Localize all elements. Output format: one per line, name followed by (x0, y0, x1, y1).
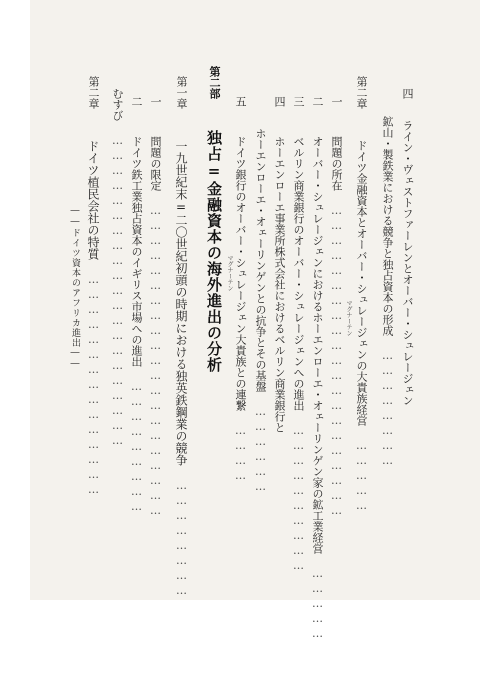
ruby-annotation: マグナーテン (226, 255, 233, 291)
section-title: ドイツ銀行のオーバー・シュレージェン大貴族との連繋 (234, 136, 247, 411)
dot-leader: …………… (311, 567, 324, 642)
dot-leader: …………………… (175, 479, 188, 599)
toc-part2-section-2 (127, 76, 145, 566)
section-number: 一 (149, 96, 162, 107)
ruby-annotation: マグナーテン (345, 300, 352, 336)
toc-entry-section-4 (398, 76, 416, 558)
dot-leader: ………… (234, 424, 247, 484)
part-heading (195, 66, 225, 546)
toc-part2-section-1 (146, 76, 164, 566)
section-number: 二 (311, 96, 324, 107)
chapter-number: 第二章 (355, 76, 368, 109)
toc-entry-section-4-cont (378, 76, 396, 586)
toc-section-5 (231, 76, 249, 566)
chapter-subtitle: ――ドイツ資本のアフリカ進出―― (70, 206, 80, 370)
section-title: むすび (111, 88, 124, 121)
part-title: 独占=金融資本の海外進出の分析 (205, 130, 223, 373)
dot-leader: …………… (355, 439, 368, 514)
dot-leader: ……………………………………………………… (330, 204, 343, 519)
chapter-title: ドイツ金融資本とオーバー・シュレージェンの大貴族経営 (355, 140, 368, 426)
section-number: 一 (330, 96, 343, 107)
book-page (30, 0, 480, 642)
section-title: オーバー・シュレージェンにおけるホーエンローエ・オェーリンゲン家の鉱工業経営 (311, 136, 324, 554)
section-number: 二 (130, 96, 143, 107)
dot-leader: ……………………………………………………… (111, 134, 124, 449)
section-number: 四 (273, 96, 286, 107)
entry-title: ライン・ヴェストファーレンとオーバー・シュレージェン (401, 120, 414, 406)
dot-leader: ………………………… (292, 424, 305, 574)
toc-part2-chapter-2 (84, 76, 102, 546)
toc-part2-conclusion (108, 76, 126, 558)
chapter-title: ドイツ植民会社の特質 (86, 140, 100, 260)
dot-leader: ……………………… (130, 380, 143, 515)
toc-section-2 (308, 76, 326, 642)
toc-section-1 (327, 76, 345, 566)
dot-leader: ……………… (254, 405, 267, 495)
entry-number: 四 (401, 88, 414, 99)
dot-leader: …………………… (381, 349, 394, 469)
dot-leader: ……………………………………………………… (149, 204, 162, 519)
toc-chapter-2 (352, 76, 370, 546)
section-title: ホーエンローエ事業所株式会社におけるベルリン商業銀行と (273, 136, 286, 433)
section-number: 三 (292, 96, 305, 107)
toc-part2-chapter-2-subtitle (66, 76, 84, 676)
chapter-number: 第二章 (87, 76, 100, 109)
section-title: 問題の所在 (330, 136, 343, 191)
chapter-number: 第一章 (175, 76, 188, 109)
part-label: 第二部 (208, 66, 221, 99)
section-title: 問題の限定 (149, 136, 162, 191)
section-title: ドイツ鉄工業独占資本のイギリス市場への進出 (130, 136, 143, 367)
toc-section-3 (289, 76, 307, 574)
dot-leader: ……………………………………… (87, 273, 100, 498)
toc-section-4-cont (251, 76, 269, 598)
section-number: 五 (234, 96, 247, 107)
toc-part2-chapter-1 (172, 76, 190, 599)
section-title: ホーエンローエ・オェーリンゲンとの抗争とその基盤 (254, 128, 267, 392)
chapter-title: 一九世紀末=二〇世紀初頭の時期における独英鉄鋼業の競争 (174, 140, 188, 466)
section-title: ベルリン商業銀行のオーバー・シュレージェンへの進出 (292, 136, 305, 411)
entry-title: 鉱山・製鉄業における競争と独占資本の形成 (381, 116, 394, 336)
toc-section-4 (270, 76, 288, 566)
